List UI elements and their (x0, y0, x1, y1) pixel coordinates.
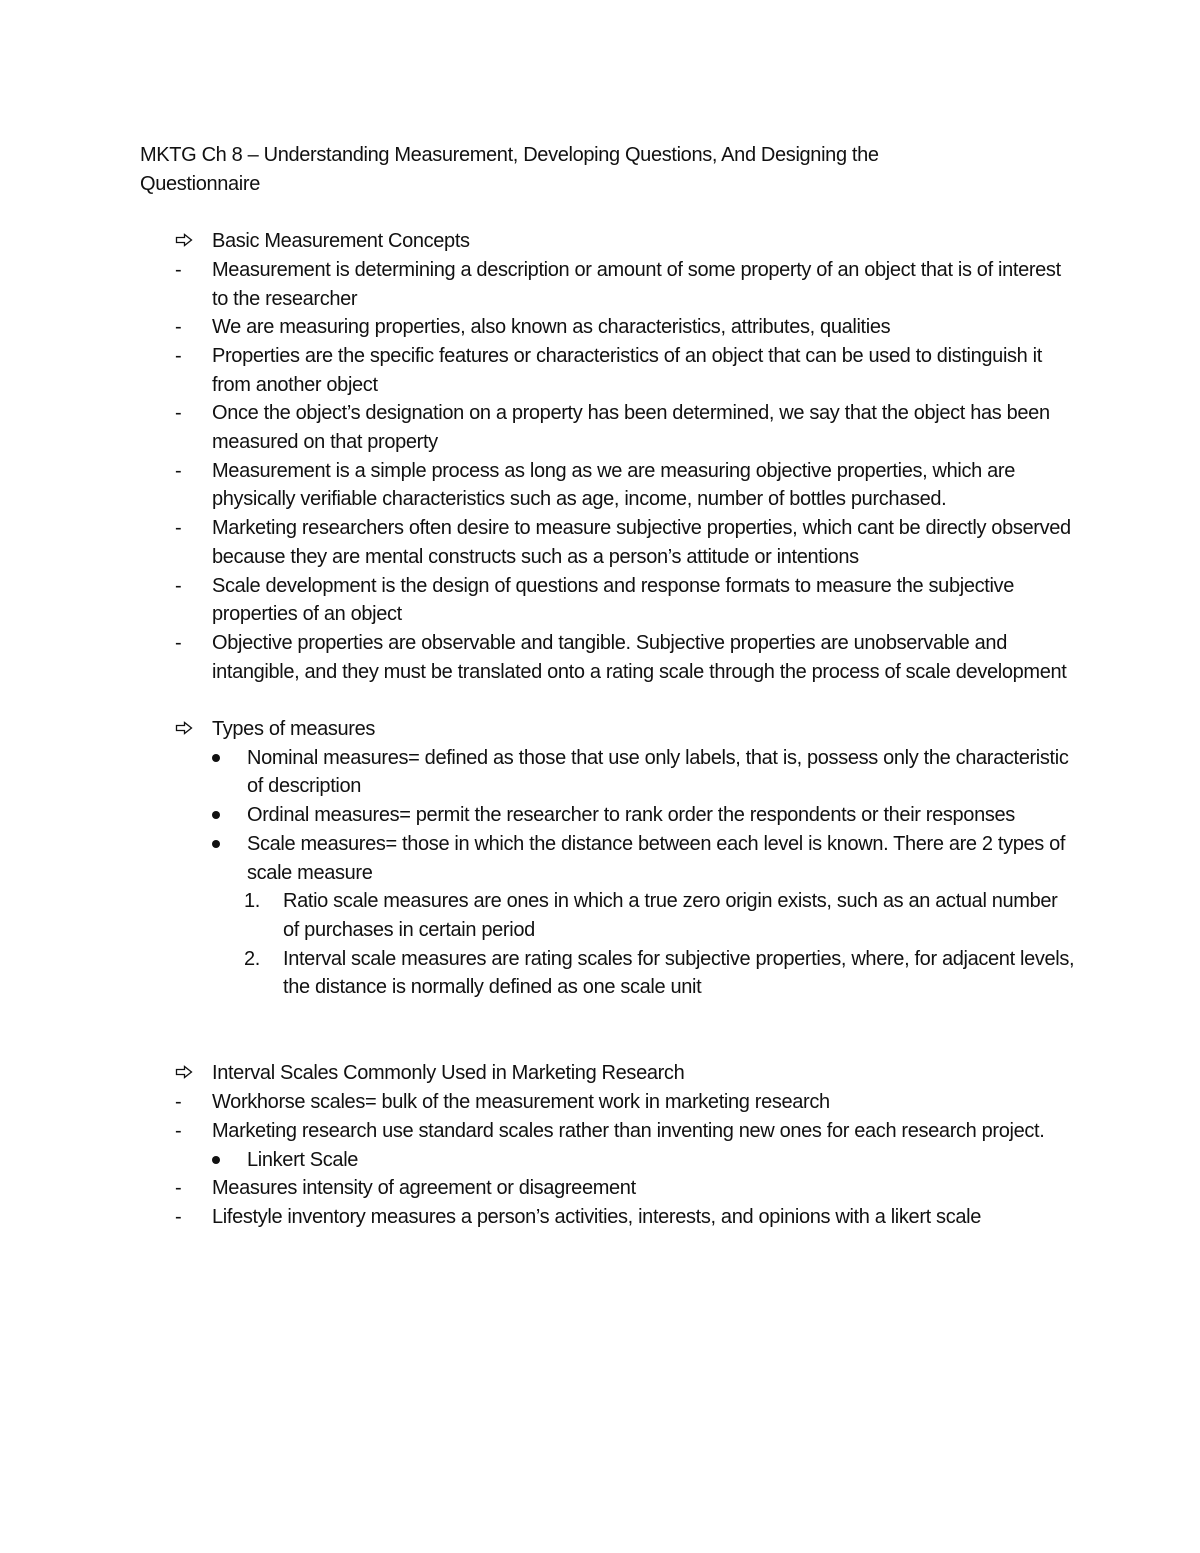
numbered-item (140, 945, 1075, 1002)
list-item-text: Properties are the specific features or characteristics of an object that can be used to distinguish it from another object (212, 344, 1042, 396)
list-item-text: Marketing researchers often desire to measure subjective properties, which cant be directly observed because they are mental constructs such as a person’s attitude or intentions (212, 517, 1071, 568)
section-heading: Interval Scales Commonly Used in Marketing Research (212, 1062, 685, 1085)
list-item-text: Scale development is the design of questions and response formats to measure the subjective properties of an object (212, 574, 1014, 626)
bullet-item-text: Scale measures= those in which the distance between each level is known. There are 2 types of scale measure (247, 832, 1066, 884)
list-item (140, 514, 1075, 571)
dash-marker: - (175, 574, 182, 597)
bullet-item (140, 744, 1075, 801)
section-heading-row (140, 715, 1075, 744)
dash-marker: - (175, 631, 182, 654)
bullet-item (140, 830, 1075, 887)
section-heading-row (140, 227, 1075, 256)
section-heading: Basic Measurement Concepts (212, 230, 470, 253)
list-number: 2. (244, 947, 260, 970)
document-title: MKTG Ch 8 – Understanding Measurement, Developing Questions, And Designing the Questionnaire (140, 144, 879, 195)
dash-marker: - (175, 1177, 182, 1200)
section-types-of-measures (140, 715, 1075, 1002)
list-item (140, 342, 1075, 399)
list-item-text: Measurement is determining a description or amount of some property of an object that is of interest to the researcher (212, 258, 1061, 310)
document-body (140, 141, 1075, 1232)
list-item-text: Lifestyle inventory measures a person’s activities, interests, and opinions with a likert scale (212, 1205, 981, 1228)
outline-right-arrow-icon (175, 715, 205, 735)
bullet-item (140, 1146, 1075, 1175)
dash-marker: - (175, 402, 182, 425)
bullet-item-text: Linkert Scale (247, 1148, 359, 1171)
list-item (140, 1088, 1075, 1117)
list-item-text: Marketing research use standard scales rather than inventing new ones for each research project. (212, 1119, 1045, 1142)
list-item (140, 1203, 1075, 1232)
list-item-text: Once the object’s designation on a property has been determined, we say that the object has been measured on that property (212, 402, 1050, 454)
list-item (140, 1117, 1075, 1146)
section-heading: Types of measures (212, 718, 376, 741)
filled-circle-bullet-icon (212, 744, 242, 773)
filled-circle-bullet-icon (212, 801, 242, 830)
dash-marker: - (175, 1205, 182, 1228)
section-heading-row (140, 1059, 1075, 1088)
list-item-text: Measures intensity of agreement or disagreement (212, 1177, 636, 1200)
filled-circle-bullet-icon (212, 830, 242, 859)
list-item (140, 572, 1075, 629)
numbered-item (140, 887, 1075, 944)
list-item-text: Objective properties are observable and tangible. Subjective properties are unobservable and intangible, and they must be translated onto a rating scale through the process of scale development (212, 631, 1067, 683)
bullet-item-text: Ordinal measures= permit the researcher to rank order the respondents or their responses (247, 804, 1015, 827)
list-item (140, 1174, 1075, 1203)
section-interval-scales (140, 1059, 1075, 1231)
list-item (140, 256, 1075, 313)
list-item (140, 457, 1075, 514)
dash-marker: - (175, 316, 182, 339)
list-item-text: Measurement is a simple process as long as we are measuring objective properties, which are physically verifiable characteristics such as age, income, number of bottles purchased. (212, 459, 1015, 511)
numbered-item-text: Ratio scale measures are ones in which a true zero origin exists, such as an actual number of purchases in certain period (283, 890, 1058, 941)
dash-marker: - (175, 459, 182, 482)
dash-marker: - (175, 1119, 182, 1142)
outline-right-arrow-icon (175, 227, 205, 247)
numbered-item-text: Interval scale measures are rating scales for subjective properties, where, for adjacent levels, the distance is normally defined as one scale unit (283, 947, 1075, 999)
list-item (140, 629, 1075, 686)
dash-marker: - (175, 1091, 182, 1114)
list-item (140, 313, 1075, 342)
list-item-text: Workhorse scales= bulk of the measurement work in marketing research (212, 1091, 830, 1114)
dash-marker: - (175, 258, 182, 281)
dash-marker: - (175, 517, 182, 540)
section-basic-measurement-concepts (140, 227, 1075, 686)
list-number: 1. (244, 890, 260, 913)
bullet-item-text: Nominal measures= defined as those that use only labels, that is, possess only the characteristic of description (247, 746, 1069, 798)
filled-circle-bullet-icon (212, 1146, 242, 1175)
outline-right-arrow-icon (175, 1059, 205, 1079)
bullet-item (140, 801, 1075, 830)
dash-marker: - (175, 344, 182, 367)
list-item (140, 399, 1075, 456)
list-item-text: We are measuring properties, also known as characteristics, attributes, qualities (212, 316, 891, 339)
